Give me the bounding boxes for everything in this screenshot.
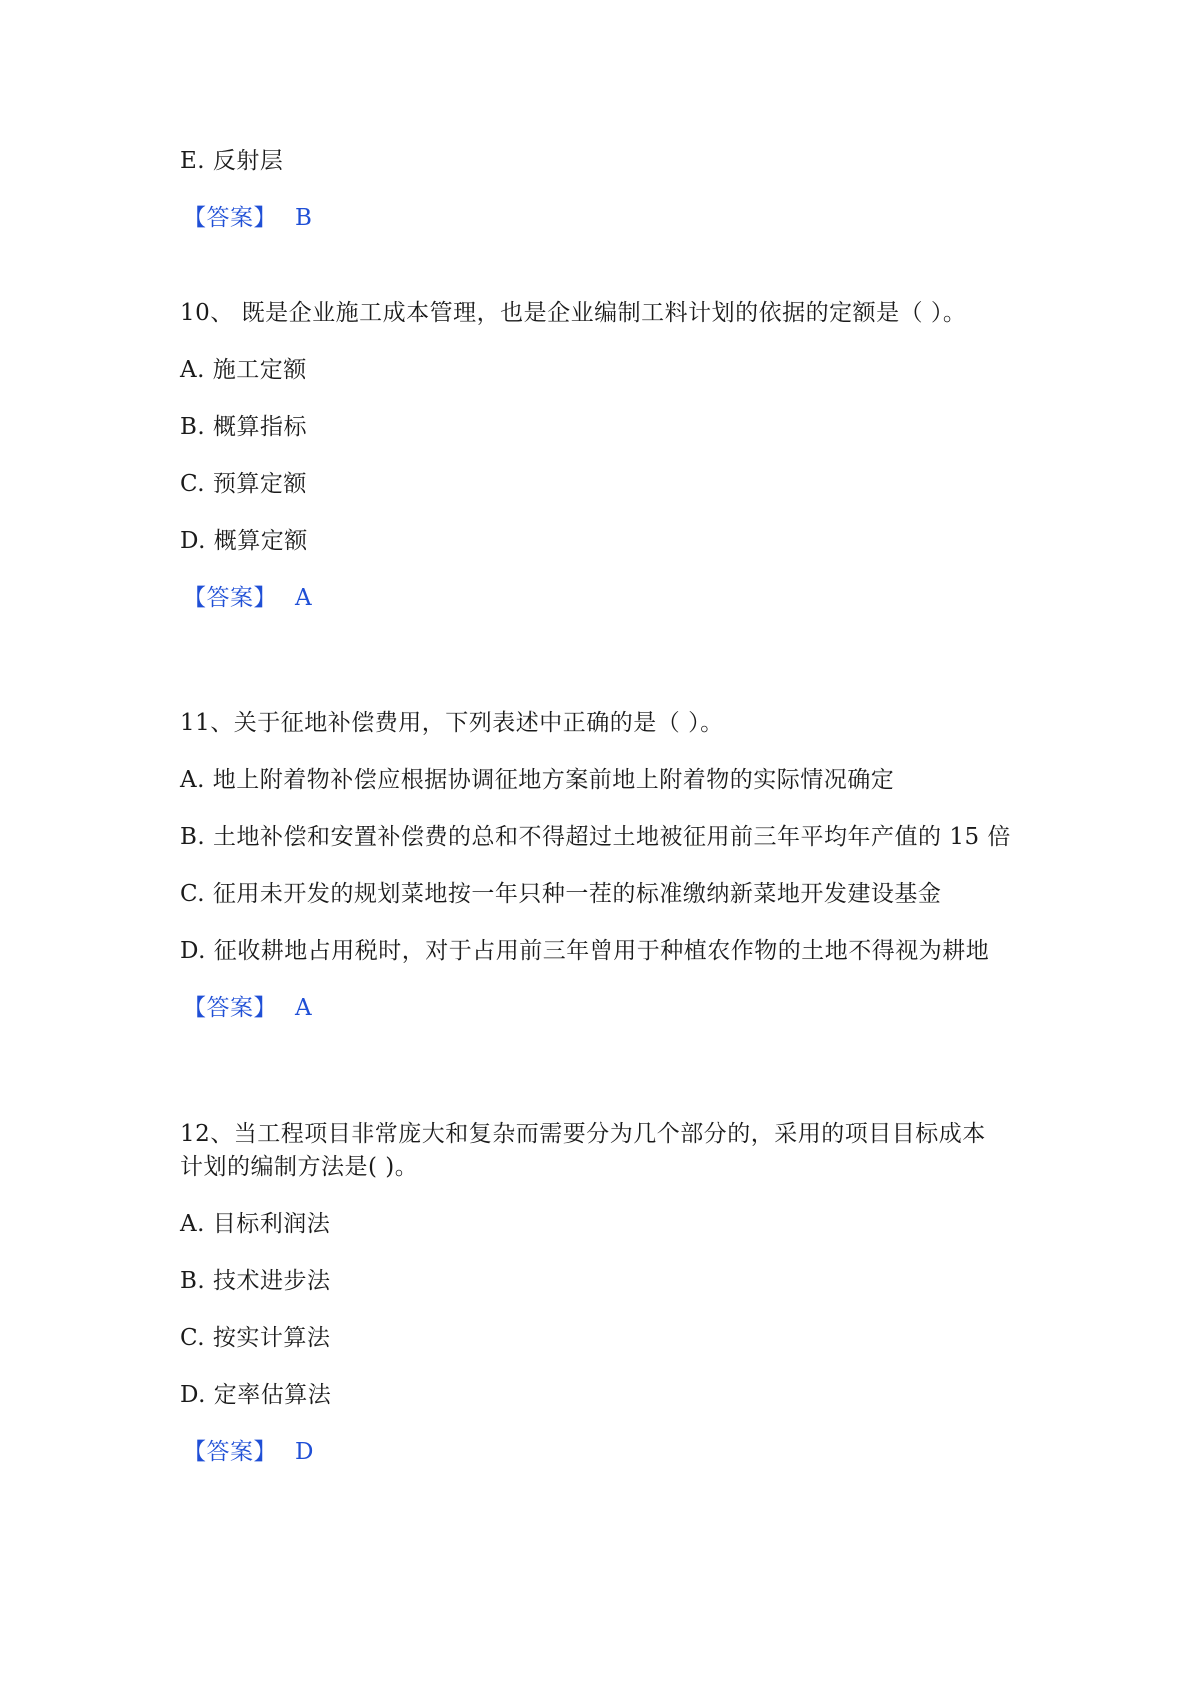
q11-stem: 11、关于征地补偿费用，下列表述中正确的是（ ）。 xyxy=(180,710,724,736)
q9-answer-label: 【答案】 xyxy=(183,205,277,231)
q12-answer xyxy=(183,1437,314,1467)
q12-answer-value: D xyxy=(295,1439,314,1465)
q9-answer xyxy=(183,203,312,233)
q10-stem: 10、 既是企业施工成本管理，也是企业编制工料计划的依据的定额是（ ）。 xyxy=(180,300,967,326)
q12-answer-label: 【答案】 xyxy=(183,1439,277,1465)
q12-option-a: A. 目标利润法 xyxy=(180,1211,331,1237)
q11-option-b: B. 土地补偿和安置补偿费的总和不得超过土地被征用前三年平均年产值的 15 倍 xyxy=(180,824,1011,850)
q11-option-d: D. 征收耕地占用税时，对于占用前三年曾用于种植农作物的土地不得视为耕地 xyxy=(180,938,990,964)
q12-stem-line2: 计划的编制方法是( )。 xyxy=(180,1154,419,1180)
q10-answer xyxy=(183,583,312,613)
q11-option-c: C. 征用未开发的规划菜地按一年只种一茬的标准缴纳新菜地开发建设基金 xyxy=(180,881,942,907)
q12-stem-line1: 12、当工程项目非常庞大和复杂而需要分为几个部分的，采用的项目目标成本 xyxy=(180,1121,986,1147)
q12-option-c: C. 按实计算法 xyxy=(180,1325,331,1351)
q12-option-d: D. 定率估算法 xyxy=(180,1382,332,1408)
q10-option-c: C. 预算定额 xyxy=(180,471,307,497)
q11-answer-value: A xyxy=(295,995,313,1021)
q11-answer xyxy=(183,993,312,1023)
q10-option-a: A. 施工定额 xyxy=(180,357,307,383)
q11-answer-label: 【答案】 xyxy=(183,995,277,1021)
q10-option-b: B. 概算指标 xyxy=(180,414,308,440)
q9-option-e: E. 反射层 xyxy=(180,148,284,174)
q12-option-b: B. 技术进步法 xyxy=(180,1268,331,1294)
q9-answer-value: B xyxy=(295,205,313,231)
q10-answer-value: A xyxy=(295,585,313,611)
q10-option-d: D. 概算定额 xyxy=(180,528,308,554)
q11-option-a: A. 地上附着物补偿应根据协调征地方案前地上附着物的实际情况确定 xyxy=(180,767,895,793)
q10-answer-label: 【答案】 xyxy=(183,585,277,611)
